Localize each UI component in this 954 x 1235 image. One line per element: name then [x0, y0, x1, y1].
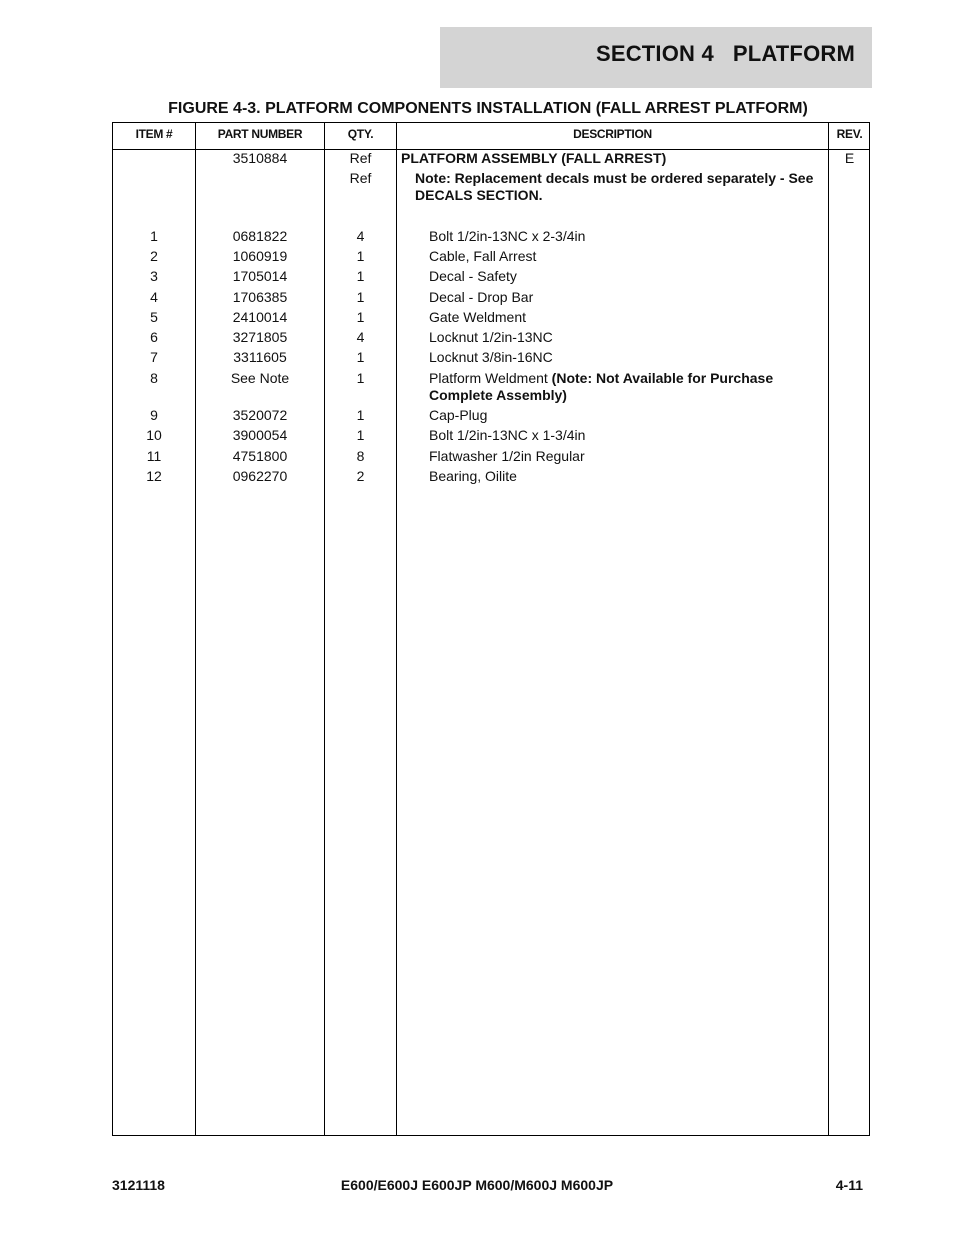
- description-text: Flatwasher 1/2in Regular: [429, 448, 585, 464]
- description-text: Bolt 1/2in-13NC x 1-3/4in: [429, 427, 586, 443]
- qty-cell: 1: [356, 407, 365, 423]
- part-number-cell: 3311605: [233, 349, 287, 365]
- header-part-number: PART NUMBER: [217, 127, 303, 141]
- part-number-cell: 4751800: [232, 448, 288, 464]
- item-number-cell: 2: [150, 248, 158, 264]
- item-number-cell: 5: [150, 309, 158, 325]
- item-number-cell: 1: [150, 228, 158, 244]
- description-cell: [429, 448, 826, 465]
- qty-cell: 1: [356, 289, 365, 305]
- description-cell: [429, 468, 826, 485]
- description-note: (Note: Not Available for Purchase Complete Assembly): [429, 370, 774, 403]
- description-cell: [429, 329, 826, 346]
- description-text: Cap-Plug: [429, 407, 488, 423]
- item-number-cell: 7: [150, 349, 158, 365]
- qty-cell: 1: [356, 427, 365, 443]
- header-description: DESCRIPTION: [573, 127, 652, 141]
- description-text: Note: Replacement decals must be ordered separately - See DECALS SECTION.: [415, 170, 814, 203]
- description-cell: [429, 309, 826, 326]
- qty-cell: 1: [356, 309, 365, 325]
- qty-cell: 4: [356, 329, 365, 345]
- model-list: E600/E600J E600JP M600/M600J M600JP: [340, 1177, 614, 1193]
- header-qty: QTY.: [347, 127, 374, 141]
- part-number-cell: 3510884: [232, 150, 288, 166]
- part-number-cell: See Note: [230, 370, 290, 386]
- header-rev: REV.: [836, 127, 863, 141]
- description-text: Cable, Fall Arrest: [429, 248, 537, 264]
- qty-cell: Ref: [349, 150, 372, 166]
- part-number-cell: 1706385: [232, 289, 288, 305]
- qty-cell: 1: [356, 370, 365, 386]
- description-text: PLATFORM ASSEMBLY (FALL ARREST): [401, 150, 667, 166]
- figure-title: FIGURE 4-3. PLATFORM COMPONENTS INSTALLATION (FALL ARREST PLATFORM): [168, 100, 808, 117]
- description-text: Decal - Safety: [429, 268, 517, 284]
- section-banner: [440, 27, 872, 88]
- item-number-cell: 8: [150, 370, 158, 386]
- description-cell: [429, 427, 826, 444]
- description-text: Platform Weldment: [429, 370, 552, 386]
- item-number-cell: 9: [150, 407, 158, 423]
- description-cell: [429, 248, 826, 265]
- section-title: SECTION 4 PLATFORM: [595, 41, 855, 66]
- header-item: ITEM #: [135, 127, 173, 141]
- description-cell: [429, 407, 826, 424]
- qty-cell: Ref: [349, 170, 372, 186]
- description-cell: [415, 170, 826, 204]
- item-number-cell: 3: [150, 268, 158, 284]
- item-number-cell: 10: [146, 427, 162, 443]
- description-text: Locknut 1/2in-13NC: [429, 329, 553, 345]
- qty-cell: 1: [356, 349, 365, 365]
- qty-cell: 4: [356, 228, 365, 244]
- qty-cell: 2: [356, 468, 365, 484]
- part-number-cell: 2410014: [232, 309, 288, 325]
- description-text: Locknut 3/8in-16NC: [429, 349, 553, 365]
- qty-cell: 1: [356, 248, 365, 264]
- description-cell: [429, 228, 826, 245]
- part-number-cell: 3271805: [232, 329, 288, 345]
- item-number-cell: 4: [150, 289, 158, 305]
- part-number-cell: 0681822: [232, 228, 288, 244]
- description-cell: [429, 370, 826, 404]
- description-cell: [401, 150, 826, 167]
- description-text: Gate Weldment: [429, 309, 527, 325]
- description-text: Decal - Drop Bar: [429, 289, 534, 305]
- item-number-cell: 11: [146, 448, 162, 464]
- column-divider: [828, 123, 829, 1135]
- part-number-cell: 3520072: [232, 407, 288, 423]
- description-cell: [429, 268, 826, 285]
- item-number-cell: 12: [146, 468, 162, 484]
- part-number-cell: 1705014: [232, 268, 288, 284]
- description-text: Bolt 1/2in-13NC x 2-3/4in: [429, 228, 586, 244]
- parts-table: [112, 122, 870, 1136]
- revision-cell: E: [844, 150, 855, 166]
- item-number-cell: 6: [150, 329, 158, 345]
- doc-number: 3121118: [112, 1177, 165, 1193]
- part-number-cell: 0962270: [232, 468, 288, 484]
- description-cell: [429, 349, 826, 366]
- part-number-cell: 3900054: [232, 427, 288, 443]
- qty-cell: 8: [356, 448, 365, 464]
- page-number: 4-11: [835, 1177, 863, 1193]
- description-cell: [429, 289, 826, 306]
- part-number-cell: 1060919: [232, 248, 288, 264]
- description-text: Bearing, Oilite: [429, 468, 517, 484]
- column-divider: [396, 123, 397, 1135]
- qty-cell: 1: [356, 268, 365, 284]
